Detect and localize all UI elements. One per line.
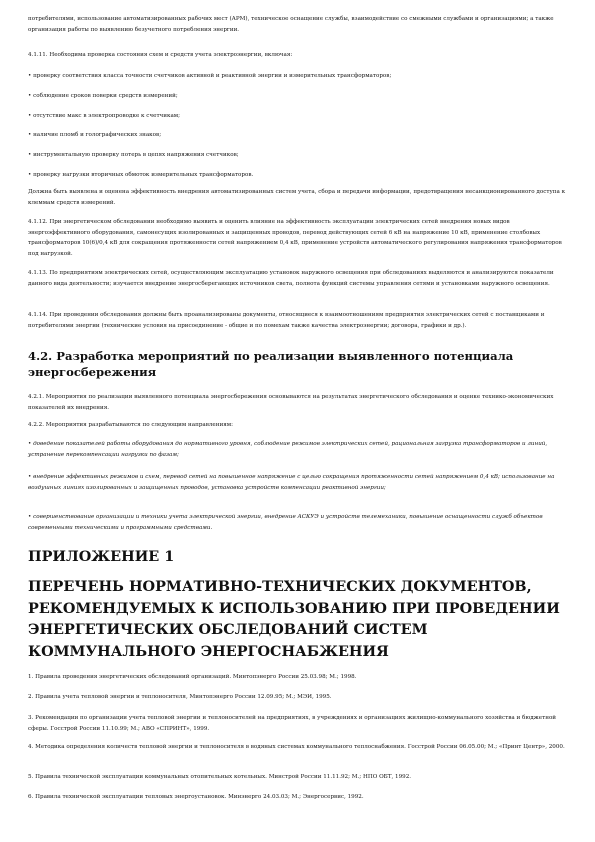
measure-bullet-3: • совершенствование организации и техники учета электрической энергии, внедрение АСКУЭ и устройств телемеханики, повышение оснащенности служб объектов современными техническими и программными средствами. <box>28 514 543 531</box>
reference-6: 6. Правила технической эксплуатации тепловых энергоустановок. Минэнерго 24.03.03; М.; Энергосервис, 1992. <box>28 794 364 800</box>
bullet-wiring: • отсутствие макс в электропроводке к счетчикам; <box>28 113 181 119</box>
paragraph-4-1-11: 4.1.11. Необходима проверка состояния схем и средств учета электроэнергии, включая: <box>28 52 293 58</box>
bullet-secondary-load: • проверку нагрузки вторичных обмоток измерительных трансформаторов. <box>28 172 254 178</box>
appendix-heading: ПЕРЕЧЕНЬ НОРМАТИВНО-ТЕХНИЧЕСКИХ ДОКУМЕНТОВ, РЕКОМЕНДУЕМЫХ К ИСПОЛЬЗОВАНИЮ ПРИ ПРОВЕДЕНИИ ЭНЕРГЕТИЧЕСКИХ ОБСЛЕДОВАНИЙ СИСТЕМ КОММУНАЛЬНОГО ЭНЕРГОСНАБЖЕНИЯ <box>28 578 560 660</box>
paragraph-top: потребителями, использование автоматизированных рабочих мест (АРМ), техническое оснащение службы, взаимодействие со смежными службами и организациями; а также организация работы по выявлению безучетного потребления энергии. <box>28 16 554 33</box>
bullet-verification-terms: • соблюдение сроков поверки средств измерений; <box>28 93 178 99</box>
measure-bullet-1: • доведение показателей работы оборудования до нормативного уровня, соблюдение режимов электрических сетей, рациональная загрузка трансформаторов и линий, устранение перекомпенсации нагрузки по фазам; <box>28 441 548 458</box>
paragraph-automation: Должна быть выявлена и оценена эффективность внедрения автоматизированных систем учета, сбора и передачи информации, предотвращения несанкционированного доступа к клеммам средств измерений. <box>28 189 566 206</box>
reference-2: 2. Правила учета тепловой энергии и теплоносителя, Минтопэнерго России 12.09.95; М.; МЭИ, 1995. <box>28 694 332 700</box>
paragraph-4-1-13: 4.1.13. По предприятиям электрических сетей, осуществляющим эксплуатацию установок наружного освещения при обследованиях выделяются и анализируются показатели данного вида деятельности; изучается внедрение энергосберегающих источников света, полнота функций системы управления сетями и установками наружного освещения. <box>28 270 554 287</box>
reference-4: 4. Методика определения количеств тепловой энергии и теплоносителя в водяных системах коммунального теплоснабжения. Госстрой России 06.05.00; М.; «Принт Центр», 2000. <box>28 744 565 750</box>
reference-3: 3. Рекомендации по организации учета тепловой энергии и теплоносителей на предприятиях, в учреждениях и организациях жилищно-коммунального хозяйства и бюджетной сферы. Госстрой России 11.10.99; М.; АВО «СПРИНТ», 1999. <box>28 715 557 732</box>
bullet-accuracy-class: • проверку соответствия класса точности счетчиков активной и реактивной энергии и измерительных трансформаторов; <box>28 73 392 79</box>
paragraph-4-1-14: 4.1.14. При проведении обследования должны быть проанализированы документы, относящиеся к взаимоотношениям предприятия электрических сетей с поставщиками и потребителями энергии (технические условия на присоединение - общие и по помехам также качества электроэнергии; договора, графики и др.). <box>28 312 545 329</box>
bullet-seals: • наличие пломб и голографических знаков; <box>28 132 162 138</box>
paragraph-4-2-2: 4.2.2. Мероприятия разрабатываются по следующим направлениям: <box>28 422 233 428</box>
section-heading-4-2: 4.2. Разработка мероприятий по реализации выявленного потенциала энергосбережения <box>28 349 514 379</box>
paragraph-4-1-12: 4.1.12. При энергетическом обследовании необходимо выявить и оценить влияние на эффективность эксплуатации электрических сетей внедрения новых видов энергоэффективного оборудования, самонесущих изолированных и защищенных проводов, перевод действующих сетей 6 кВ на напряжение 10 кВ, применение столбовых трансформаторов 10(6)/0,4 кВ для сокращения протяженности сетей напряжением 0,4 кВ, применение устройств автоматического регулирования напряжения трансформаторов под нагрузкой. <box>28 219 562 257</box>
paragraph-4-2-1: 4.2.1. Мероприятия по реализации выявленного потенциала энергосбережения основываются на результатах энергетического обследования и оценке технико-экономических показателей их внедрения. <box>28 394 554 411</box>
measure-bullet-2: • внедрение эффективных режимов и схем, перевод сетей на повышенное напряжение с целью сокращения протяженности сетей напряжением 0,4 кВ; использование на воздушных линиях изолированных и защищенных проводов, установка устройств компенсации реактивной энергии; <box>28 474 555 491</box>
bullet-voltage-losses: • инструментальную проверку потерь в цепях напряжения счетчиков; <box>28 152 239 158</box>
reference-5: 5. Правила технической эксплуатации коммунальных отопительных котельных. Минстрой России 11.11.92; М.; НПО ОБТ, 1992. <box>28 774 412 780</box>
reference-1: 1. Правила проведения энергетических обследований организаций. Минтопэнерго России 25.03.98; М.; 1998. <box>28 674 357 680</box>
appendix-title: ПРИЛОЖЕНИЕ 1 <box>28 548 175 565</box>
